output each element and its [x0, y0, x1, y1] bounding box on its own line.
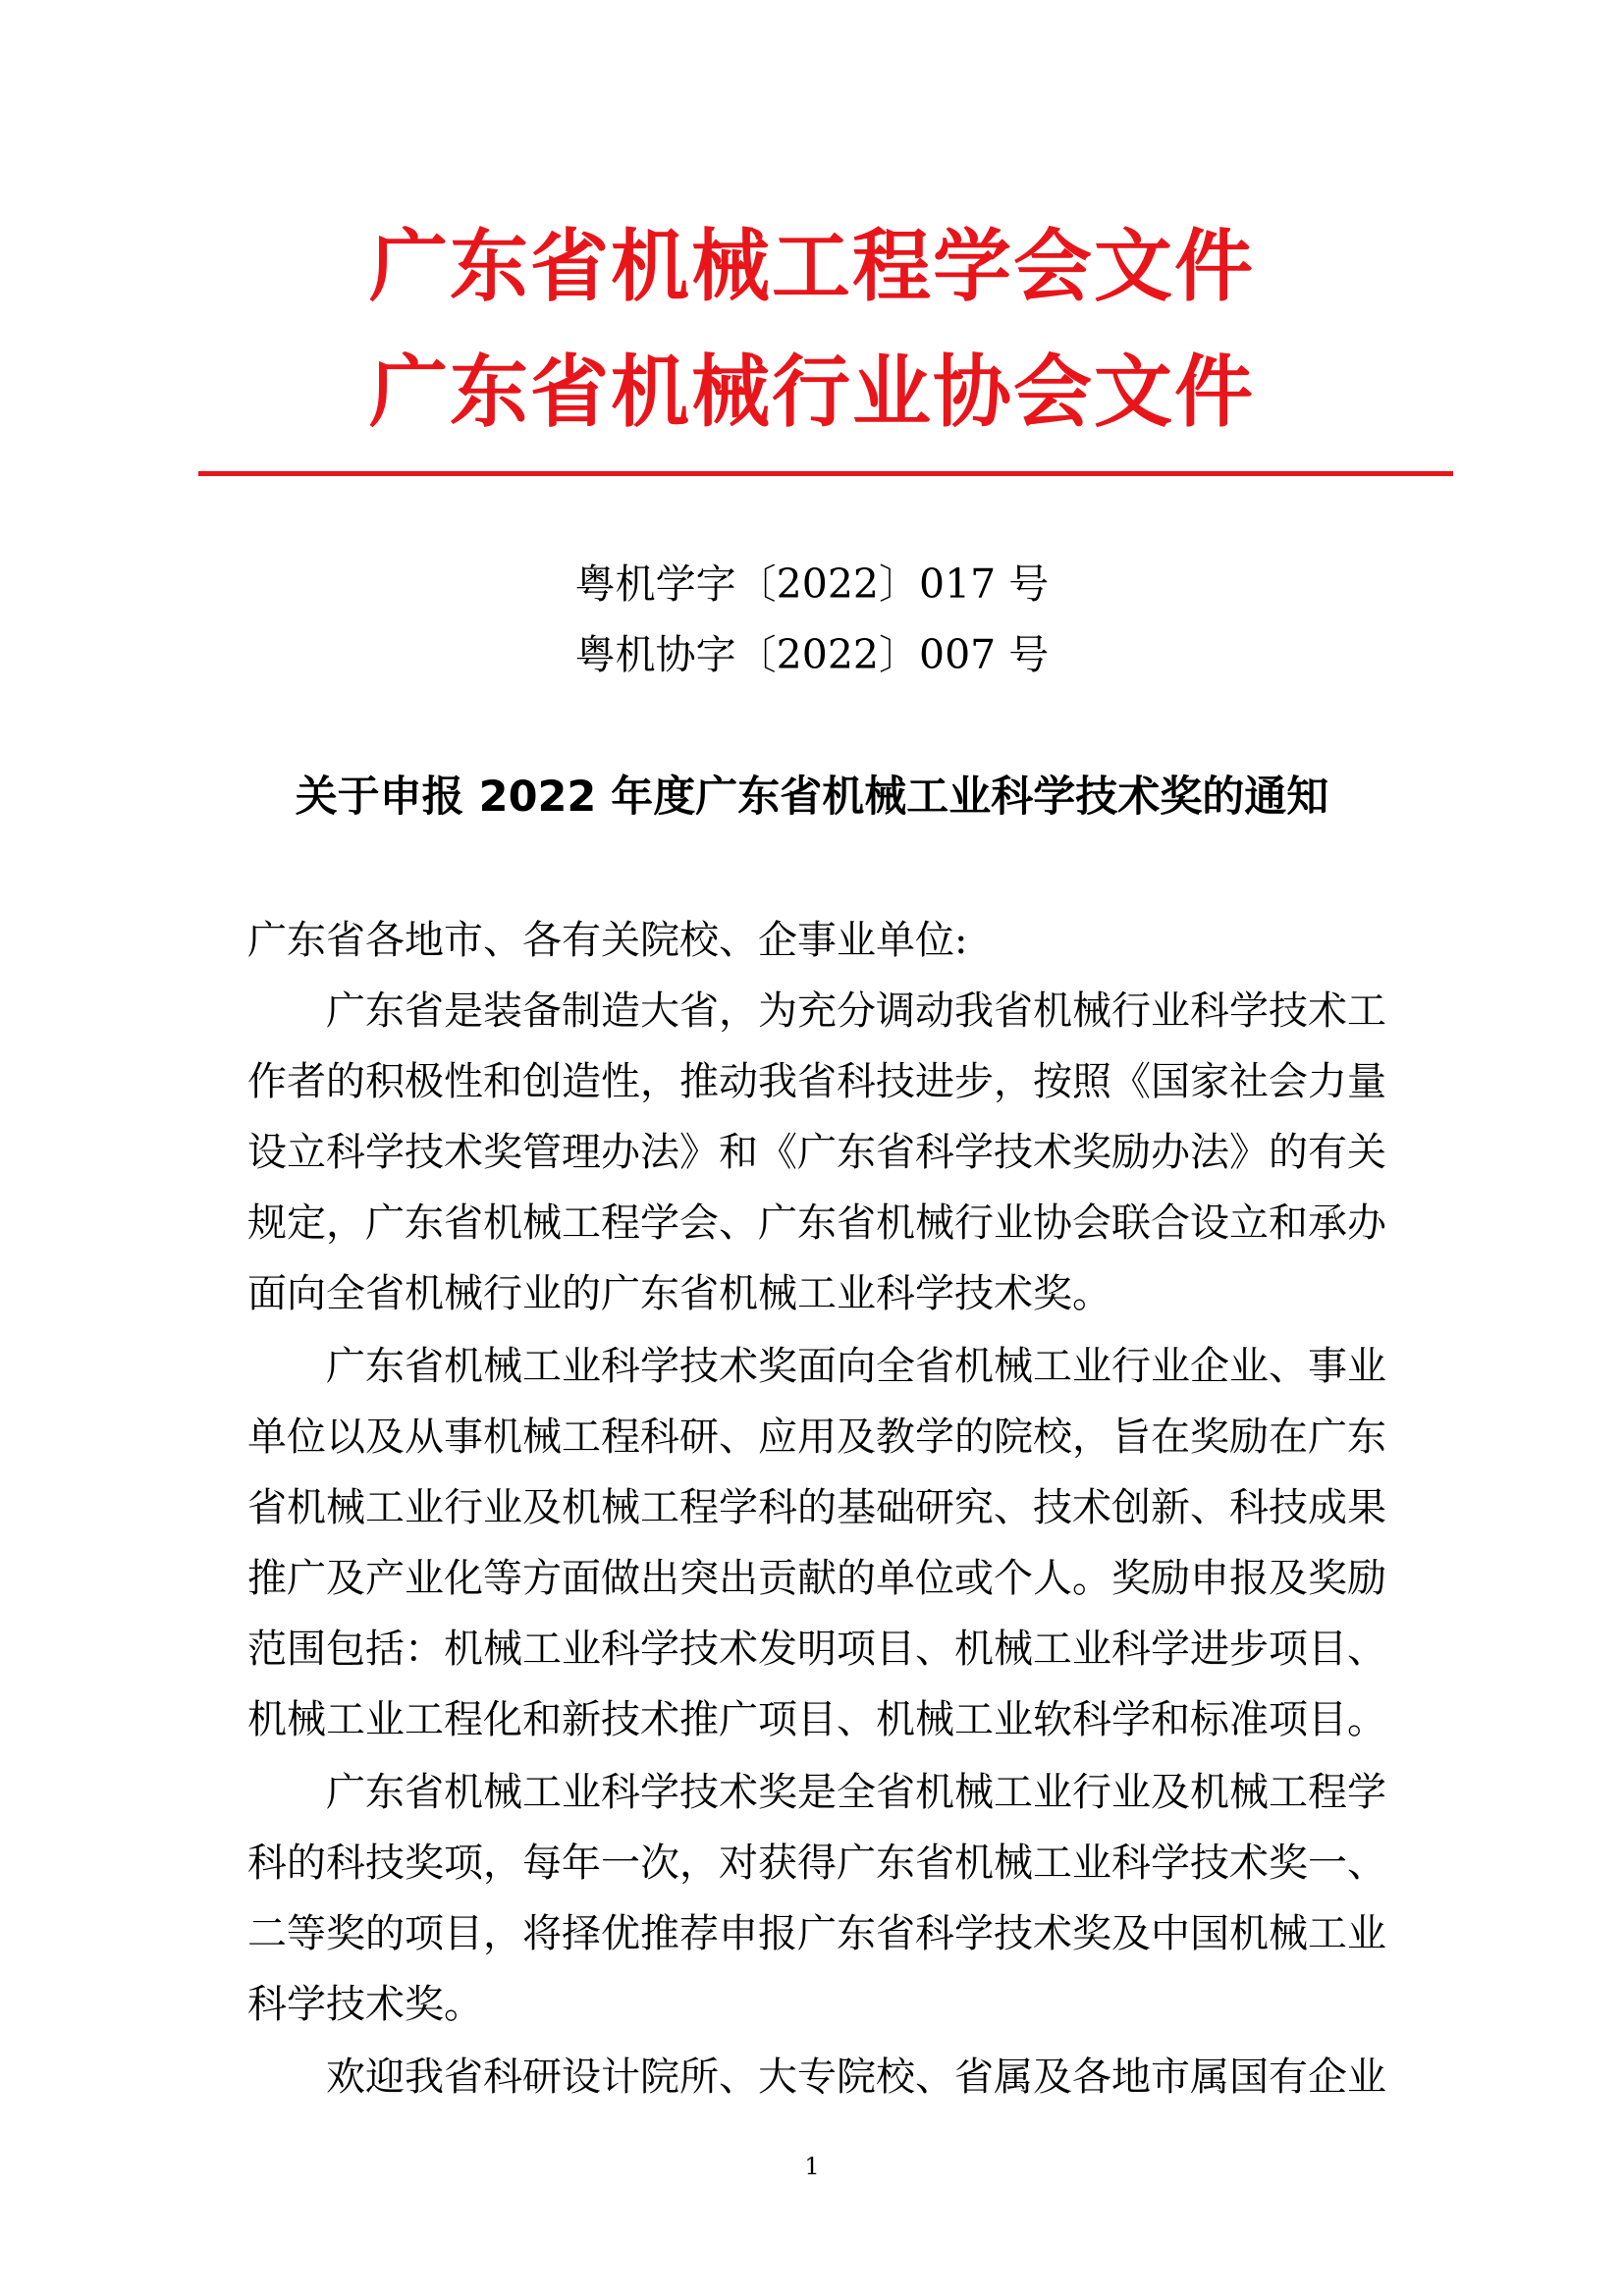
body-paragraph-4: 欢迎我省科研设计院所、大专院校、省属及各地市属国有企业: [326, 2055, 1386, 2100]
notice-title: 关于申报 2022 年度广东省机械工业科学技术奖的通知: [295, 773, 1329, 822]
header-title-line2: 广东省机械行业协会文件: [369, 347, 1255, 438]
header-title-line1: 广东省机械工程学会文件: [369, 221, 1255, 312]
document-number-1: 粤机学字〔2022〕017 号: [574, 561, 1050, 608]
document-number-2: 粤机协字〔2022〕007 号: [574, 631, 1050, 678]
body-paragraph-3: 广东省机械工业科学技术奖是全省机械工业行业及机械工程学科的科技奖项，每年一次，对获得广东省机械工业科学技术奖一、二等奖的项目，将择优推荐申报广东省科学技术奖及中国机械工业科学技术奖。: [247, 1770, 1386, 2027]
page-number: 1: [804, 2153, 820, 2180]
body-paragraph-2: 广东省机械工业科学技术奖面向全省机械工业行业企业、事业单位以及从事机械工程科研、应用及教学的院校，旨在奖励在广东省机械工业行业及机械工程学科的基础研究、技术创新、科技成果推广及产业化等方面做出突出贡献的单位或个人。奖励申报及奖励范围包括：机械工业科学技术发明项目、机械工业科学进步项目、机械工业工程化和新技术推广项目、机械工业软科学和标准项目。: [247, 1344, 1386, 1742]
body-paragraph-1: 广东省是装备制造大省，为充分调动我省机械行业科学技术工作者的积极性和创造性，推动我省科技进步，按照《国家社会力量设立科学技术奖管理办法》和《广东省科学技术奖励办法》的有关规定，广东省机械工程学会、广东省机械行业协会联合设立和承办面向全省机械行业的广东省机械工业科学技术奖。: [247, 988, 1386, 1316]
salutation: 广东省各地市、各有关院校、企事业单位:: [247, 918, 968, 963]
red-divider: [198, 471, 1453, 476]
